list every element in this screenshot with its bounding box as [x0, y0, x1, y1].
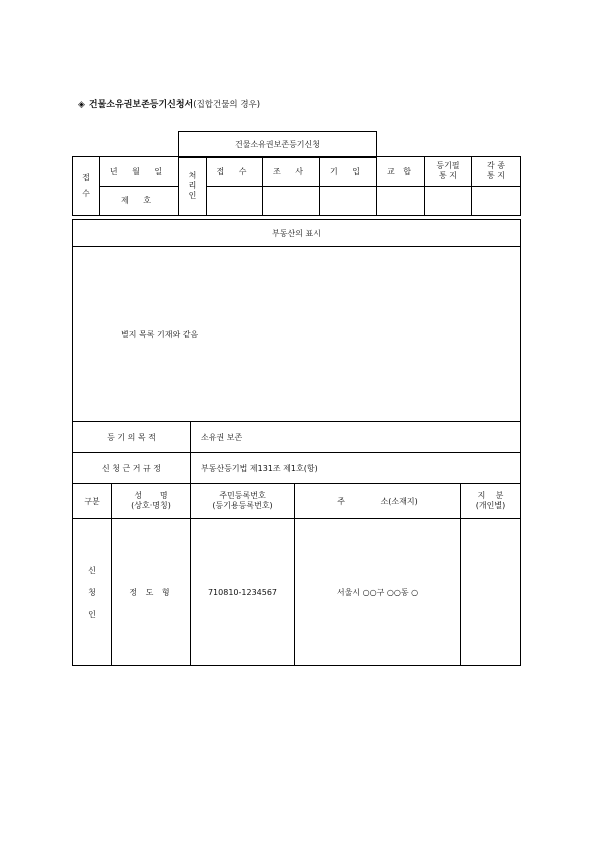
cell-giip-blank[interactable]: [320, 186, 377, 216]
cell-josa-blank[interactable]: [263, 186, 320, 216]
title-sub: (집합건물의 경우): [193, 100, 261, 110]
title-main: 건물소유권보존등기신청서: [88, 100, 194, 110]
col-giip: 기 입: [320, 157, 377, 187]
cell-registration-notice-blank[interactable]: [425, 186, 472, 216]
receipt-header-box: [178, 131, 377, 158]
col-gyohap: 교 합: [377, 157, 425, 187]
purpose-label: 등 기 의 목 적: [73, 422, 191, 453]
document-title: [78, 97, 260, 110]
cell-gyohap-blank[interactable]: [377, 186, 425, 216]
cell-various-notice-blank[interactable]: [472, 186, 521, 216]
applicant-address: 서울시 ○○구 ○○동 ○: [295, 519, 461, 666]
main-table: [72, 219, 521, 666]
receipt-table: [72, 156, 521, 216]
purpose-value: 소유권 보존: [191, 422, 521, 453]
share-header: 지 분 (개인별): [461, 484, 521, 519]
col-jeopsu: 접 수: [207, 157, 263, 187]
basis-value: 부동산등기법 제131조 제1호(항): [191, 453, 521, 484]
col-registration-notice: 등기필 통 지: [425, 157, 472, 187]
applicant-role: 신 청 인: [73, 519, 112, 666]
name-header: 성 명 (상호·명칭): [112, 484, 191, 519]
col-various-notice: 각 종 통 지: [472, 157, 521, 187]
applicant-name: 정 도 형: [112, 519, 191, 666]
property-header: 부동산의 표시: [73, 220, 521, 247]
col-josa: 조 사: [263, 157, 320, 187]
processor-label: 처 리 인: [179, 157, 207, 216]
property-body: 별지 목록 기재와 같음: [73, 247, 521, 422]
cell-jeopsu-blank[interactable]: [207, 186, 263, 216]
jeopsu-label: 접 수: [73, 157, 100, 216]
number-label: 제 호: [100, 186, 179, 216]
applicant-id: 710810-1234567: [191, 519, 295, 666]
gubun-header: 구분: [73, 484, 112, 519]
address-header: 주 소(소재지): [295, 484, 461, 519]
date-label: 년 월 일: [100, 157, 179, 187]
receipt-header: 건물소유권보존등기신청: [179, 132, 377, 158]
id-header: 주민등록번호 (등기용등록번호): [191, 484, 295, 519]
basis-label: 신 청 근 거 규 정: [73, 453, 191, 484]
applicant-share[interactable]: [461, 519, 521, 666]
diamond-icon: ◈: [78, 100, 85, 110]
